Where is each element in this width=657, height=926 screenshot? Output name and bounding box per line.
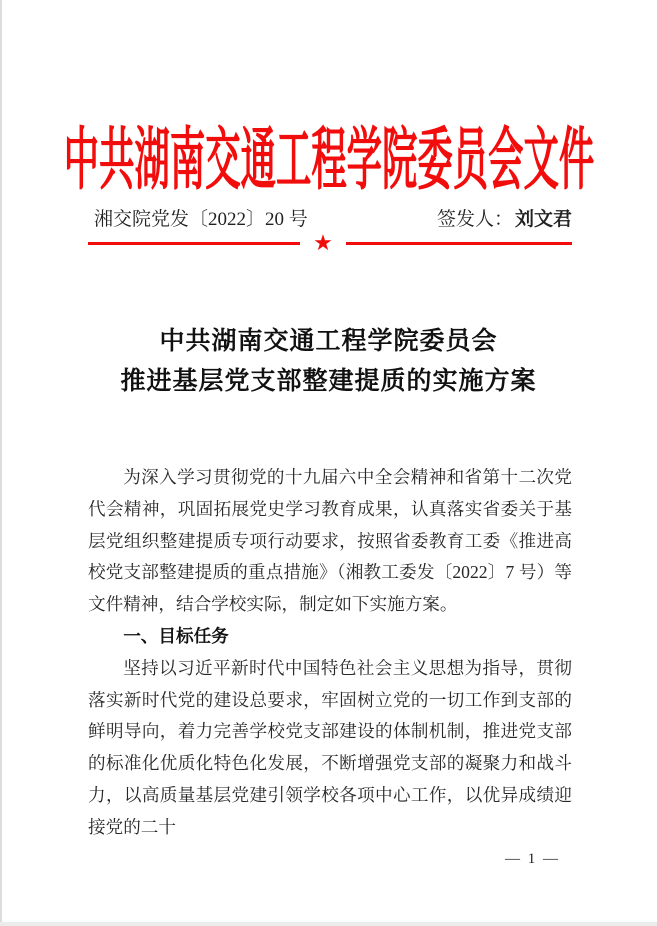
page-edge-bottom [0, 922, 657, 926]
doc-info-row [94, 204, 572, 231]
title-line-1: 中共湖南交通工程学院委员会 [159, 328, 498, 355]
issuer-name: 刘文君 [514, 209, 572, 230]
title-line-2: 推进基层党支部整建提质的实施方案 [120, 368, 537, 395]
paragraph: 为深入学习贯彻党的十九届六中全会精神和省第十二次党代会精神，巩固拓展党史学习教育成果，认真落实省委关于基层党组织整建提质专项行动要求，按照省委教育工委《推进高校党支部整建提质的重点措施》（湘教工委发〔2022〕7 号）等文件精神，结合学校实际，制定如下实施方案。 [88, 467, 572, 615]
issuing-org-banner: 中共湖南交通工程学院委员会文件 [63, 122, 594, 198]
red-header-banner [0, 118, 657, 202]
doc-number: 湘交院党发〔2022〕20 号 [94, 209, 308, 230]
issuer [437, 204, 572, 231]
star-icon: ★ [313, 230, 333, 255]
paragraph: 坚持以习近平新时代中国特色社会主义思想为指导，贯彻落实新时代党的建设总要求，牢固树立党的一切工作到支部的鲜明导向，着力完善学校党支部建设的体制机制，推进党支部的标准化优质化特色化发展，不断增强党支部的凝聚力和战斗力，以高质量基层党建引领学校各项中心工作，以优异成绩迎接党的二十 [88, 657, 572, 837]
document-title [0, 322, 657, 402]
rule-right-segment [346, 242, 572, 245]
page-number: — 1 — [505, 851, 560, 867]
issuer-label: 签发人： [436, 209, 513, 230]
rule-left-segment [88, 242, 300, 245]
document-body [88, 462, 572, 844]
red-separator-rule [88, 231, 572, 255]
section-heading: 一、目标任务 [123, 625, 229, 646]
page-edge-left [0, 0, 2, 926]
